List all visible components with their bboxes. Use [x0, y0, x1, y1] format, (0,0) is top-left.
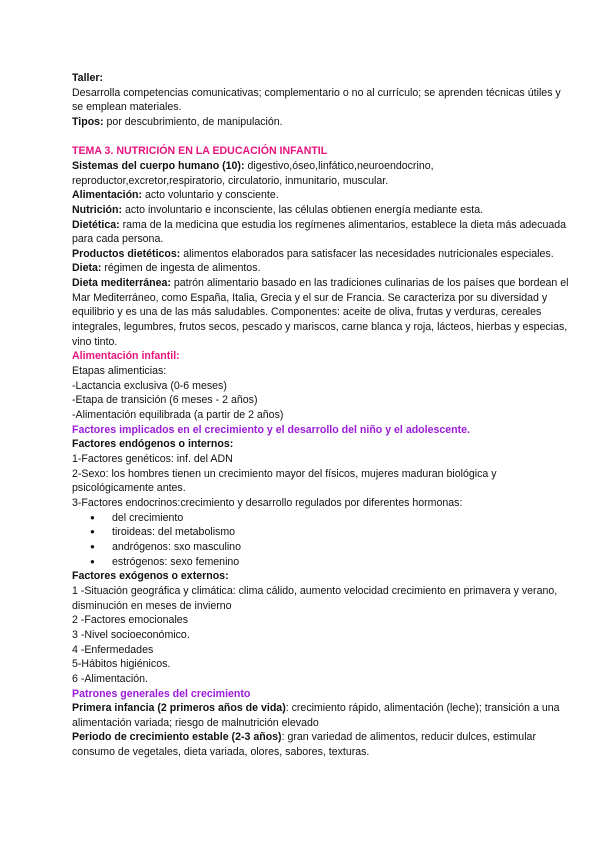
definition	[72, 276, 570, 349]
patron-item	[72, 701, 570, 730]
taller-tipos	[72, 115, 570, 130]
list-item: 3 -Nivel socioeconómico.	[72, 628, 190, 641]
definition-text: digestivo,óseo,linfático,neuroendocrino, reproductor,excretor,respiratorio, circulatorio, inmunitario, muscular.	[72, 159, 434, 187]
patron-text: : crecimiento rápido, alimentación (leche); transición a una alimentación variada; riesgo de malnutrición elevado	[72, 702, 560, 729]
definition-text: rama de la medicina que estudia los regímenes alimentarios, establece la dieta más adecuada para cada persona.	[72, 218, 567, 246]
list-item: 2-Sexo: los hombres tienen un crecimiento mayor del físicos, mujeres maduran biológica y psicológicamente antes.	[72, 467, 497, 495]
hormone-bullet-list	[72, 511, 570, 570]
bullet-item: ● del crecimiento	[90, 511, 570, 526]
patrones-title: Patrones generales del crecimiento	[72, 687, 251, 700]
spacer	[72, 130, 570, 145]
list-item: 2 -Factores emocionales	[72, 614, 188, 627]
list-item: 1-Factores genéticos: inf. del ADN	[72, 453, 233, 465]
definition-text: régimen de ingesta de alimentos.	[101, 262, 261, 275]
bullet-item: ● estrógenos: sexo femenino	[90, 555, 570, 570]
definition-term: Dieta:	[72, 262, 102, 275]
list-item: 5-Hábitos higiénicos.	[72, 658, 171, 671]
definition-term: Productos dietéticos:	[72, 247, 181, 260]
definition-term: Sistemas del cuerpo humano (10):	[72, 159, 245, 172]
bullet-item: ● tiroideas: del metabolismo	[90, 525, 570, 540]
definition-text: acto voluntario y consciente.	[142, 189, 279, 202]
definition	[72, 261, 570, 276]
endogenos-title: Factores endógenos o internos:	[72, 438, 234, 451]
bullet-item: ● andrógenos: sxo masculino	[90, 540, 570, 555]
taller-label: Taller:	[72, 72, 104, 84]
patron-text: : gran variedad de alimentos, reducir dulces, estimular consumo de vegetales, dieta variada, olores, sabores, texturas.	[72, 731, 536, 759]
definition-text: patrón alimentario basado en las tradiciones culinarias de los países que bordean el Mar Mediterráneo, como España, Italia, Grecia y el sur de Francia. Se caracteriza por su diversidad y equilibrio y es una de las más saludables. Componentes: aceite de oliva, frutas y verduras, cereales integrales, legumbres, frutos secos, pescado y mariscos, carne blanca y roja, lácteos, hierbas y especias, vino tinto.	[72, 277, 569, 348]
definition-text: alimentos elaborados para satisfacer las necesidades nutricionales especiales.	[180, 247, 554, 260]
definition	[72, 203, 570, 218]
definition-term: Nutrición:	[72, 203, 123, 216]
list-item: 3-Factores endocrinos:crecimiento y desarrollo regulados por diferentes hormonas:	[72, 496, 463, 509]
tipos-text: por descubrimiento, de manipulación.	[103, 115, 283, 128]
tema3-title: TEMA 3. NUTRICIÓN EN LA EDUCACIÓN INFANTIL	[72, 145, 328, 158]
definition-term: Dieta mediterránea:	[72, 277, 171, 290]
definition-text: acto involuntario e inconsciente, las células obtienen energía mediante esta.	[122, 203, 484, 216]
definition-term: Dietética:	[72, 218, 120, 231]
definition	[72, 188, 570, 203]
patron-term: Periodo de crecimiento estable (2-3 años)	[72, 731, 282, 744]
exogenos-title: Factores exógenos o externos:	[72, 570, 229, 583]
definition	[72, 247, 570, 262]
list-item: -Etapa de transición (6 meses - 2 años)	[72, 394, 258, 407]
list-item: -Alimentación equilibrada (a partir de 2 años)	[72, 409, 284, 422]
factores-title: Factores implicados en el crecimiento y el desarrollo del niño y el adolescente.	[72, 423, 470, 436]
alimentacion-intro: Etapas alimenticias:	[72, 365, 167, 378]
definition	[72, 159, 570, 188]
list-item: -Lactancia exclusiva (0-6 meses)	[72, 379, 227, 392]
list-item: 1 -Situación geográfica y climática: clima cálido, aumento velocidad crecimiento en primavera y verano, disminución en meses de invierno	[72, 584, 558, 612]
patron-item	[72, 730, 570, 759]
definition-term: Alimentación:	[72, 189, 143, 202]
list-item: 4 -Enfermedades	[72, 643, 154, 656]
tipos-label: Tipos:	[72, 115, 104, 128]
patron-term: Primera infancia (2 primeros años de vida)	[72, 702, 286, 715]
alimentacion-infantil-title: Alimentación infantil:	[72, 350, 180, 363]
list-item: 6 -Alimentación.	[72, 672, 148, 685]
definition	[72, 218, 570, 247]
taller-text: Desarrolla competencias comunicativas; complementario o no al currículo; se aprenden técnicas útiles y se emplean materiales.	[72, 86, 561, 114]
